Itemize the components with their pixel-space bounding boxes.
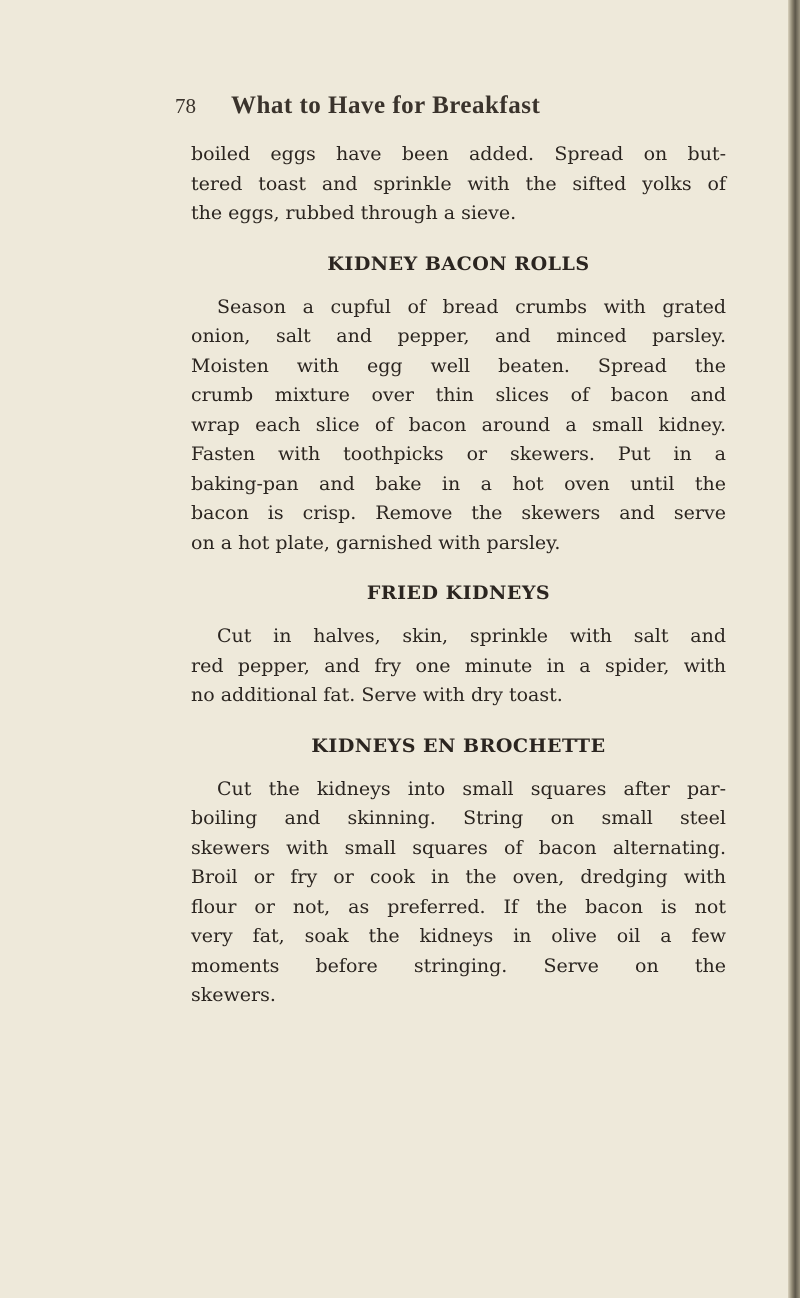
text-line: very fat, soak the kidneys in olive oil a few bbox=[191, 925, 726, 947]
page-header bbox=[175, 94, 695, 124]
text-line: baking-pan and bake in a hot oven until the bbox=[191, 472, 726, 495]
paragraph bbox=[191, 293, 726, 559]
text-line: red pepper, and fry one minute in a spider, with bbox=[191, 654, 726, 677]
section-fried-kidneys bbox=[191, 558, 726, 711]
page-content bbox=[191, 140, 726, 1011]
section-continued-text bbox=[191, 140, 726, 229]
text-line: onion, salt and pepper, and minced parsley. bbox=[191, 325, 726, 347]
text-line: boiled eggs have been added. Spread on but- bbox=[191, 143, 726, 165]
text-line: boiling and skinning. String on small steel bbox=[191, 807, 726, 829]
text-line: skewers with small squares of bacon alternating. bbox=[191, 836, 726, 859]
text-line: Fasten with toothpicks or skewers. Put in a bbox=[191, 443, 726, 465]
paragraph bbox=[191, 140, 726, 229]
text-line: Broil or fry or cook in the oven, dredging with bbox=[191, 866, 726, 888]
text-line: Cut the kidneys into small squares after par- bbox=[217, 777, 726, 800]
text-line: crumb mixture over thin slices of bacon and bbox=[191, 384, 726, 406]
section-heading: KIDNEY BACON ROLLS bbox=[327, 252, 590, 275]
text-line: bacon is crisp. Remove the skewers and serve bbox=[191, 502, 726, 524]
text-line: on a hot plate, garnished with parsley. bbox=[191, 531, 561, 554]
text-line: tered toast and sprinkle with the sifted yolks of bbox=[191, 172, 726, 195]
text-line: Season a cupful of bread crumbs with grated bbox=[217, 295, 726, 318]
section-heading: FRIED KIDNEYS bbox=[366, 582, 551, 604]
paragraph bbox=[191, 622, 726, 711]
text-line: skewers. bbox=[191, 984, 276, 1006]
text-line: flour or not, as preferred. If the bacon is not bbox=[191, 895, 726, 918]
running-title: What to Have for Breakfast bbox=[231, 92, 541, 119]
text-line: the eggs, rubbed through a sieve. bbox=[191, 202, 517, 224]
section-kidney-bacon-rolls bbox=[191, 229, 726, 559]
page-edge bbox=[788, 0, 800, 1298]
text-line: wrap each slice of bacon around a small kidney. bbox=[191, 413, 726, 436]
text-line: moments before stringing. Serve on the bbox=[191, 954, 726, 977]
text-line: no additional fat. Serve with dry toast. bbox=[191, 684, 563, 706]
text-line: Moisten with egg well beaten. Spread the bbox=[191, 354, 726, 377]
page-number: 78 bbox=[175, 94, 196, 118]
section-heading: KIDNEYS EN BROCHETTE bbox=[311, 734, 606, 757]
paragraph bbox=[191, 775, 726, 1011]
section-kidneys-en-brochette bbox=[191, 711, 726, 1011]
text-line: Cut in halves, skin, sprinkle with salt and bbox=[217, 625, 726, 647]
